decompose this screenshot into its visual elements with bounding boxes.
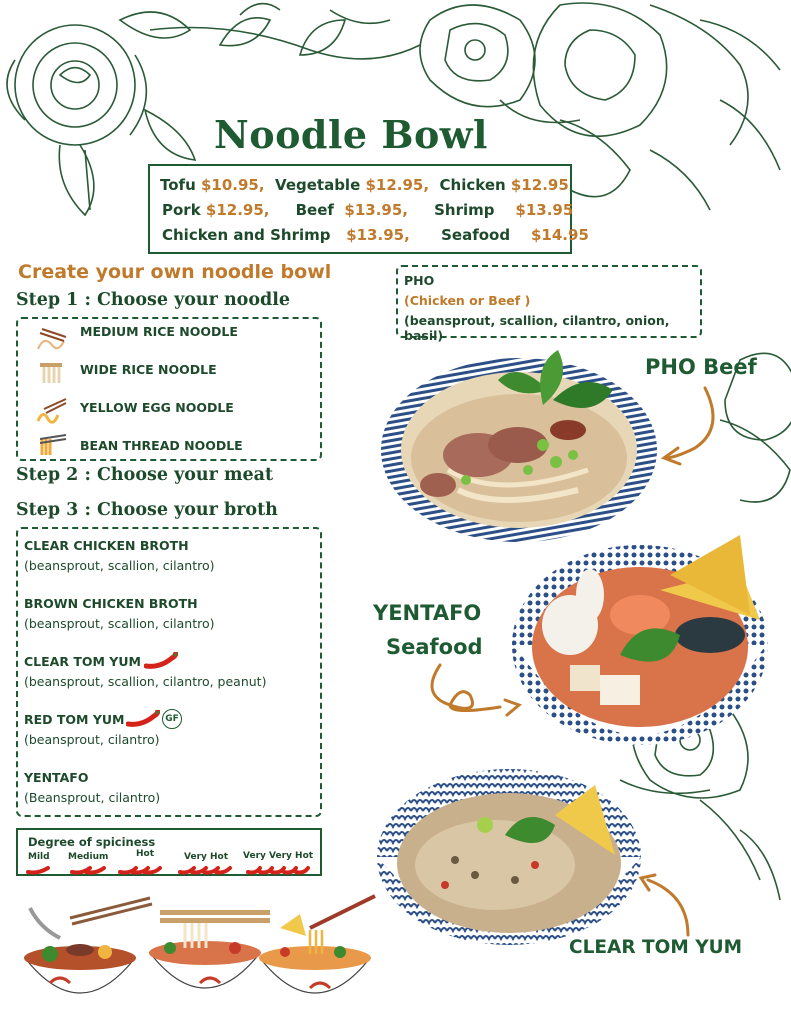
price-value: $14.95 (531, 226, 589, 244)
price-item: Tofu (160, 176, 196, 194)
curved-arrow-icon (432, 665, 500, 711)
broth-description: (beansprout, scallion, cilantro, peanut) (24, 674, 267, 689)
noodle-option: MEDIUM RICE NOODLE (80, 324, 238, 339)
yentafo-caption-line2: Seafood (386, 635, 483, 659)
price-item: Pork (162, 201, 201, 219)
price-item: Chicken and Shrimp (162, 226, 331, 244)
noodle-option: BEAN THREAD NOODLE (80, 438, 243, 453)
price-value: $12.95, (205, 201, 270, 219)
step1-heading: Step 1 : Choose your noodle (16, 290, 291, 310)
spice-level-label: Hot (136, 849, 155, 859)
broth-name: CLEAR CHICKEN BROTH (24, 538, 189, 553)
curved-arrow-icon (648, 880, 688, 935)
broth-name: BROWN CHICKEN BROTH (24, 596, 198, 611)
clear-tom-yum-caption: CLEAR TOM YUM (569, 937, 743, 958)
gluten-free-badge: GF (162, 709, 182, 729)
pho-bowl-illustration (24, 898, 152, 993)
price-value: $12.95, (365, 176, 430, 194)
broth-name: YENTAFO (24, 770, 89, 785)
spiciness-title: Degree of spiciness (28, 835, 156, 849)
price-value: $13.95, (346, 226, 410, 244)
curved-arrow-icon (665, 388, 713, 458)
broth-description: (Beansprout, cilantro) (24, 790, 161, 805)
yentafo-caption-line1: YENTAFO (373, 601, 482, 625)
broth-description: (beansprout, cilantro) (24, 732, 160, 747)
price-item: Seafood (441, 226, 511, 244)
page-title: Noodle Bowl (214, 112, 488, 157)
price-value: $13.95, (344, 201, 408, 219)
price-item: Chicken (439, 176, 506, 194)
pho-description: (beansprout, scallion, cilantro, onion, basil) (404, 313, 670, 343)
price-value: $12.95 (510, 176, 569, 194)
pho-name: PHO (404, 273, 435, 288)
create-heading: Create your own noodle bowl (18, 261, 332, 283)
broth-name: RED TOM YUM (24, 712, 125, 727)
spice-level-label: Mild (28, 852, 50, 862)
spice-level-label: Very Very Hot (243, 851, 314, 861)
price-value: $13.95 (515, 201, 574, 219)
spice-level-label: Medium (68, 852, 109, 862)
price-item: Vegetable (275, 176, 361, 194)
broth-description: (beansprout, scallion, cilantro) (24, 558, 215, 573)
noodle-option: WIDE RICE NOODLE (80, 362, 217, 377)
bowl-illustrations (10, 888, 380, 1016)
pho-beef-caption: PHO Beef (645, 355, 757, 379)
broth-description: (beansprout, scallion, cilantro) (24, 616, 215, 631)
step3-heading: Step 3 : Choose your broth (16, 500, 278, 520)
noodle-bowl-illustration (149, 910, 270, 988)
price-value: $10.95, (200, 176, 265, 194)
pho-option: (Chicken or Beef ) (404, 293, 531, 308)
broth-name: CLEAR TOM YUM (24, 654, 141, 669)
price-item: Shrimp (434, 201, 495, 219)
ramen-bowl-illustration (259, 896, 375, 993)
price-item: Beef (295, 201, 334, 219)
noodle-option: YELLOW EGG NOODLE (80, 400, 234, 415)
step2-heading: Step 2 : Choose your meat (16, 465, 274, 485)
spice-level-label: Very Hot (184, 852, 229, 862)
